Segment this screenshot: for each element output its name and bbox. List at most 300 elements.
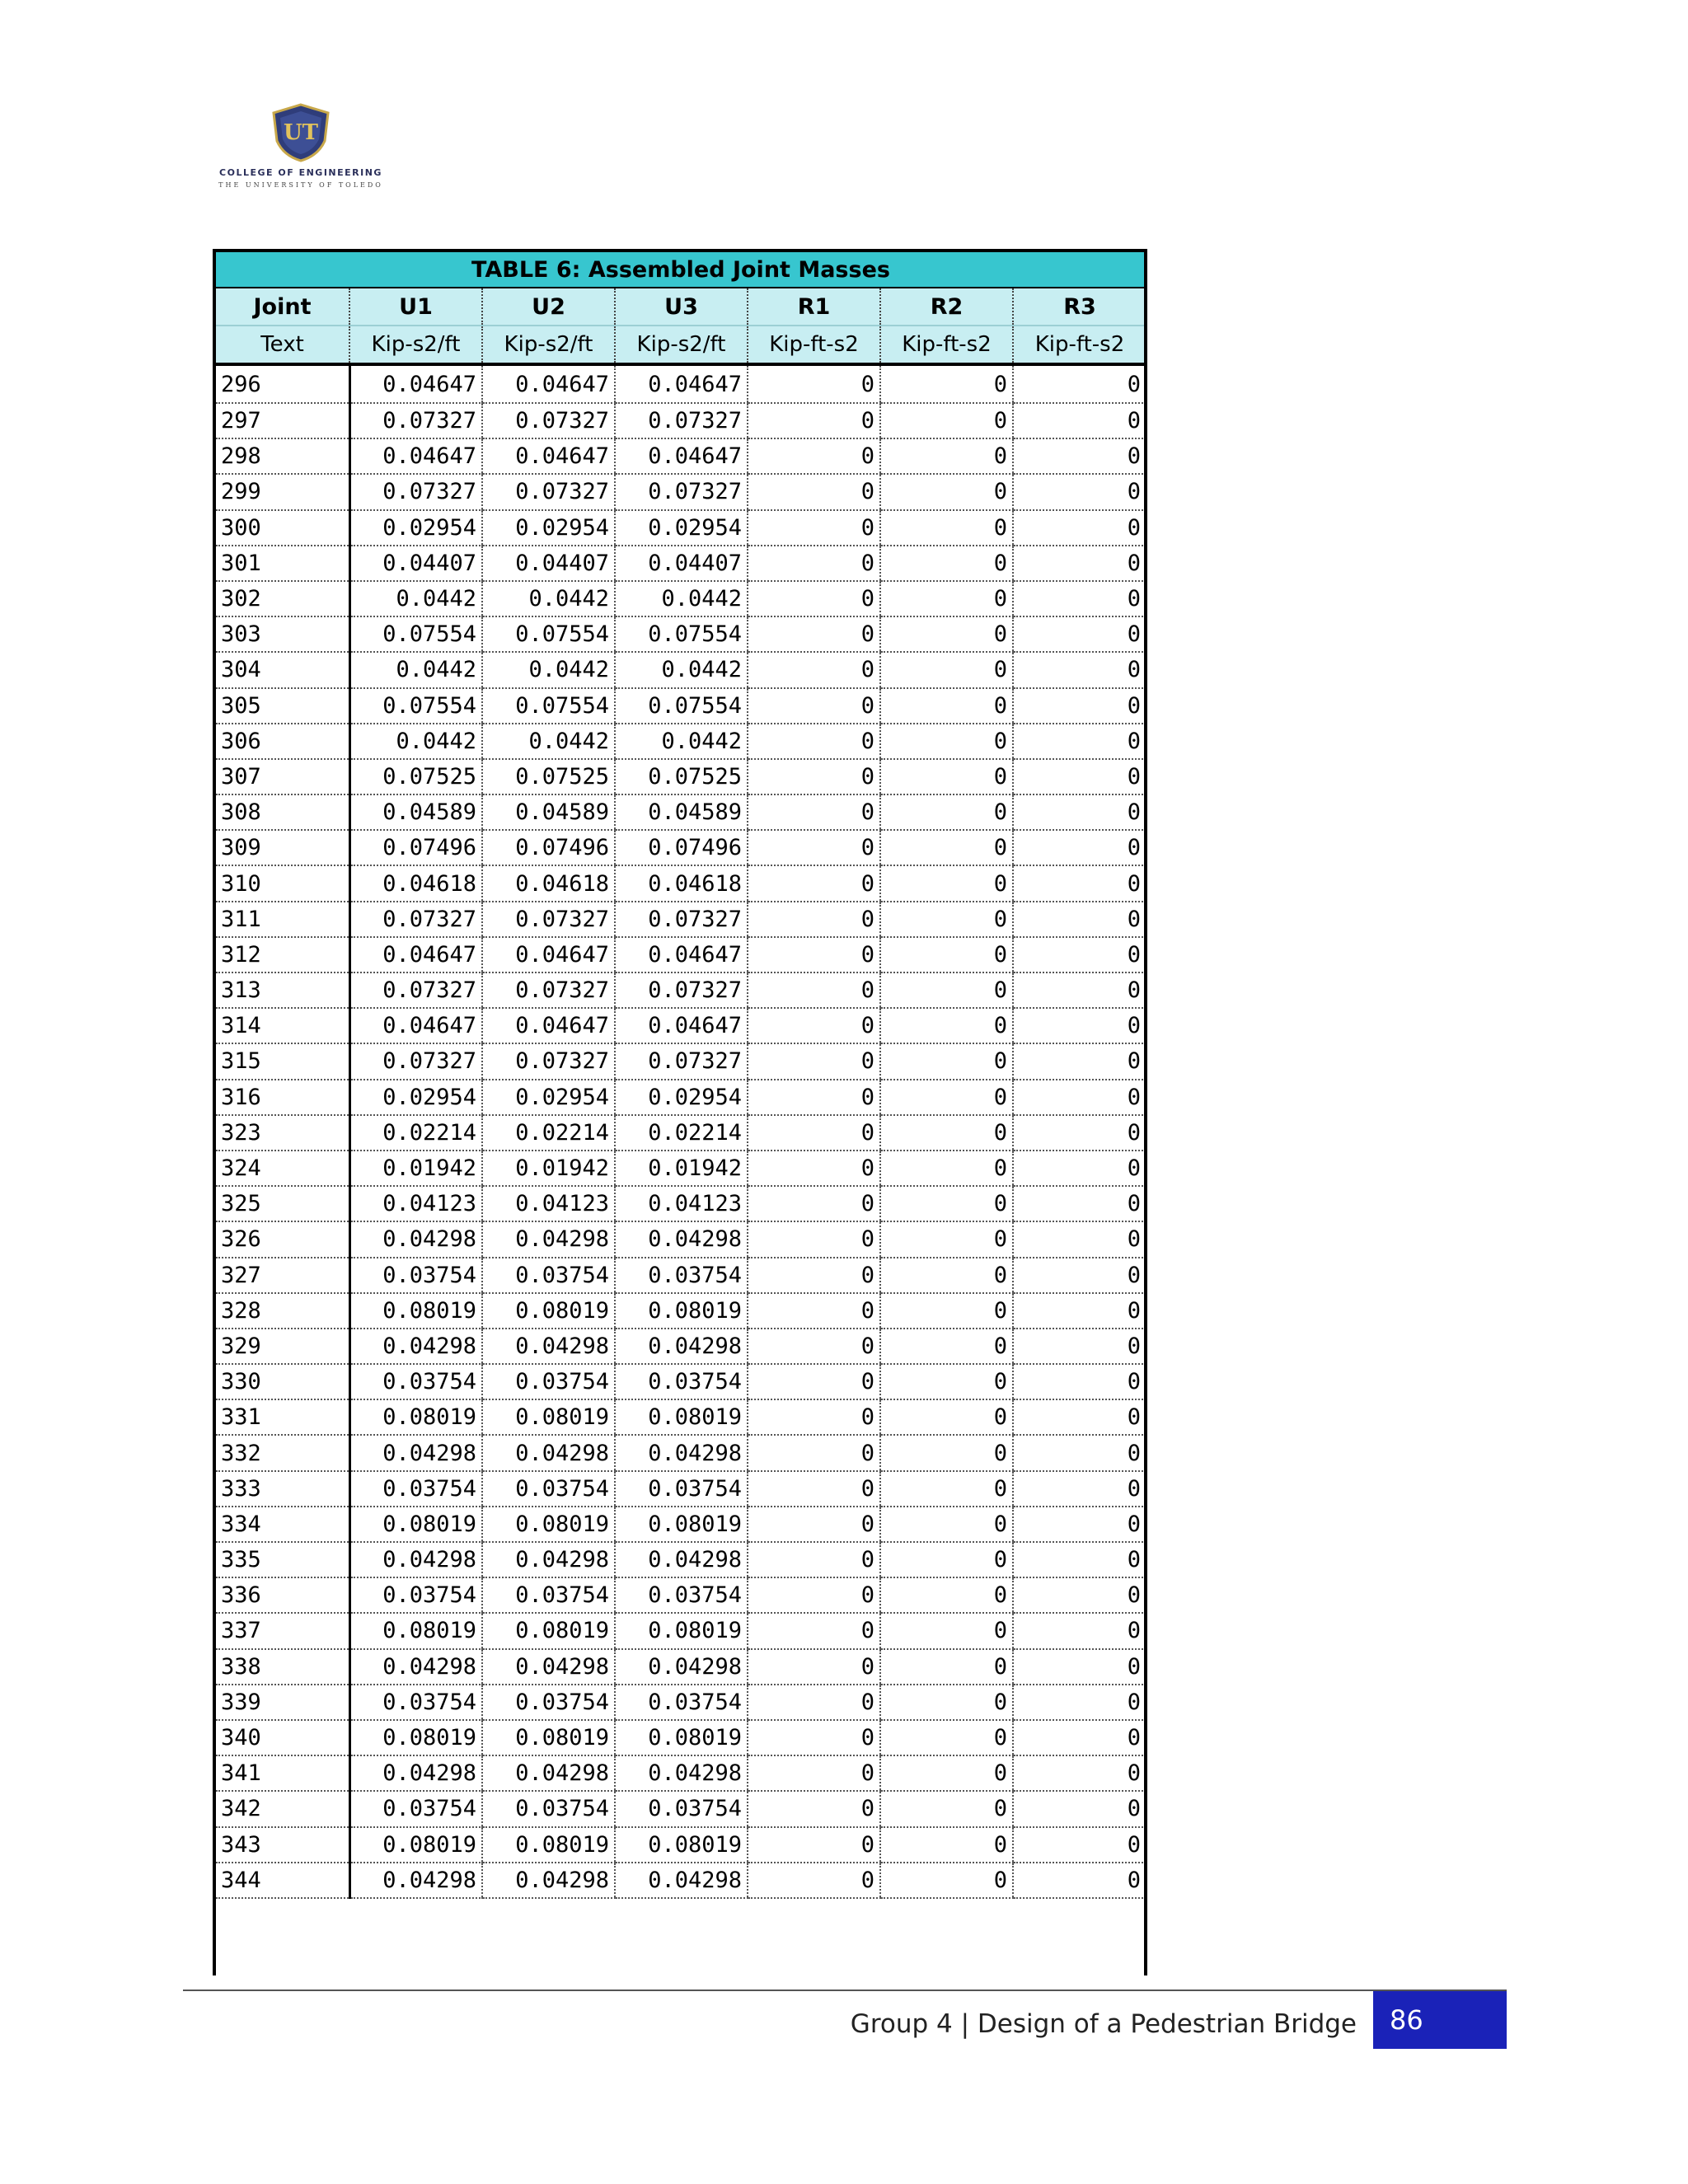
value-cell: 0 [880,510,1013,546]
joint-cell: 310 [216,865,349,901]
value-cell: 0.03754 [482,1577,615,1613]
shield-icon [270,103,331,162]
joint-cell: 335 [216,1542,349,1577]
value-cell: 0 [1013,1329,1146,1364]
units-row [216,326,1146,364]
value-cell: 0.07496 [482,830,615,865]
value-cell: 0.04298 [615,1863,748,1898]
joint-cell: 299 [216,474,349,509]
value-cell: 0 [880,1577,1013,1613]
value-cell: 0.02954 [349,1080,482,1115]
value-cell: 0.07327 [482,403,615,438]
column-header: U3 [615,288,748,326]
value-cell: 0 [880,759,1013,794]
value-cell: 0 [1013,364,1146,403]
value-cell: 0.04123 [482,1186,615,1221]
value-cell: 0.04589 [482,794,615,830]
value-cell: 0 [748,474,880,509]
table-row [216,1791,1146,1826]
joint-cell: 298 [216,438,349,474]
value-cell: 0.04618 [615,865,748,901]
table-row [216,688,1146,724]
joint-cell: 334 [216,1507,349,1542]
value-cell: 0 [748,581,880,616]
college-logo [206,103,396,194]
value-cell: 0 [880,724,1013,759]
table-row [216,1685,1146,1720]
value-cell: 0 [748,1258,880,1293]
value-cell: 0 [880,1151,1013,1186]
value-cell: 0 [1013,688,1146,724]
joint-cell: 309 [216,830,349,865]
value-cell: 0.08019 [349,1507,482,1542]
value-cell: 0.08019 [349,1613,482,1648]
table-row [216,1755,1146,1791]
value-cell: 0.0442 [615,652,748,687]
value-cell: 0.02214 [615,1115,748,1151]
value-cell: 0 [748,1649,880,1685]
value-cell: 0.02954 [482,510,615,546]
value-cell: 0 [1013,474,1146,509]
value-cell: 0 [880,1542,1013,1577]
value-cell: 0.01942 [615,1151,748,1186]
value-cell: 0.08019 [615,1827,748,1863]
joint-cell: 325 [216,1186,349,1221]
value-cell: 0 [1013,1791,1146,1826]
table-row [216,1435,1146,1470]
value-cell: 0.03754 [615,1791,748,1826]
value-cell: 0 [748,1863,880,1898]
value-cell: 0 [1013,1471,1146,1507]
value-cell: 0 [880,546,1013,581]
table-row [216,510,1146,546]
page-number: 86 [1373,1991,1507,2049]
value-cell: 0.04407 [349,546,482,581]
value-cell: 0 [748,794,880,830]
table-row [216,1221,1146,1257]
value-cell: 0.07327 [482,902,615,937]
value-cell: 0 [748,1008,880,1043]
value-cell: 0.0442 [615,724,748,759]
value-cell: 0 [748,616,880,652]
value-cell: 0.03754 [482,1685,615,1720]
value-cell: 0 [748,1577,880,1613]
value-cell: 0.01942 [349,1151,482,1186]
value-cell: 0 [880,1720,1013,1755]
column-unit: Kip-s2/ft [482,326,615,364]
value-cell: 0 [1013,1008,1146,1043]
table-row [216,1258,1146,1293]
value-cell: 0 [1013,510,1146,546]
value-cell: 0 [748,1471,880,1507]
value-cell: 0.07327 [482,1043,615,1079]
value-cell: 0 [1013,581,1146,616]
value-cell: 0.03754 [482,1791,615,1826]
value-cell: 0.04618 [349,865,482,901]
value-cell: 0.08019 [482,1613,615,1648]
college-name: COLLEGE OF ENGINEERING [219,167,382,178]
value-cell: 0 [1013,1186,1146,1221]
value-cell: 0 [880,1685,1013,1720]
value-cell: 0.04647 [482,364,615,403]
value-cell: 0 [880,474,1013,509]
joint-cell: 311 [216,902,349,937]
value-cell: 0 [880,1471,1013,1507]
value-cell: 0 [748,1080,880,1115]
value-cell: 0.04298 [349,1435,482,1470]
table-row [216,1399,1146,1435]
value-cell: 0 [748,510,880,546]
value-cell: 0 [880,1791,1013,1826]
value-cell: 0.08019 [615,1293,748,1329]
value-cell: 0.08019 [349,1399,482,1435]
column-header: Joint [216,288,349,326]
joint-cell: 332 [216,1435,349,1470]
table-row [216,1471,1146,1507]
value-cell: 0.08019 [482,1827,615,1863]
column-header: U2 [482,288,615,326]
value-cell: 0.04407 [615,546,748,581]
value-cell: 0.0442 [482,652,615,687]
table-body [216,364,1146,1898]
value-cell: 0 [748,546,880,581]
table-row [216,1329,1146,1364]
value-cell: 0 [748,1542,880,1577]
value-cell: 0.07554 [615,616,748,652]
footer-divider [183,1990,1507,1991]
value-cell: 0 [748,865,880,901]
value-cell: 0.08019 [482,1399,615,1435]
table-row [216,1613,1146,1648]
value-cell: 0 [1013,1755,1146,1791]
joint-cell: 341 [216,1755,349,1791]
value-cell: 0 [748,438,880,474]
value-cell: 0 [748,1043,880,1079]
value-cell: 0.08019 [615,1720,748,1755]
value-cell: 0 [1013,830,1146,865]
value-cell: 0.04647 [482,438,615,474]
value-cell: 0 [1013,1827,1146,1863]
table-row [216,1115,1146,1151]
value-cell: 0.04647 [482,1008,615,1043]
value-cell: 0 [880,794,1013,830]
value-cell: 0.03754 [349,1577,482,1613]
table-row [216,972,1146,1008]
value-cell: 0 [880,616,1013,652]
value-cell: 0 [1013,724,1146,759]
value-cell: 0.04298 [349,1863,482,1898]
value-cell: 0.03754 [349,1258,482,1293]
value-cell: 0.04298 [482,1542,615,1577]
joint-cell: 326 [216,1221,349,1257]
joint-cell: 339 [216,1685,349,1720]
value-cell: 0.0442 [615,581,748,616]
table-row [216,1863,1146,1898]
value-cell: 0 [880,830,1013,865]
value-cell: 0 [880,1115,1013,1151]
table-row [216,438,1146,474]
joint-cell: 342 [216,1791,349,1826]
value-cell: 0 [880,1863,1013,1898]
value-cell: 0 [880,1186,1013,1221]
column-unit: Kip-s2/ft [615,326,748,364]
table-row [216,1364,1146,1399]
value-cell: 0 [748,1293,880,1329]
value-cell: 0 [880,1221,1013,1257]
joint-cell: 296 [216,364,349,403]
value-cell: 0.08019 [615,1613,748,1648]
value-cell: 0.02954 [349,510,482,546]
joint-cell: 324 [216,1151,349,1186]
value-cell: 0.07327 [349,972,482,1008]
value-cell: 0 [1013,1399,1146,1435]
value-cell: 0.03754 [349,1471,482,1507]
value-cell: 0 [1013,1613,1146,1648]
logo-mark: UT [283,120,319,145]
value-cell: 0 [880,1080,1013,1115]
value-cell: 0.07554 [482,616,615,652]
value-cell: 0.04407 [482,546,615,581]
value-cell: 0.03754 [482,1471,615,1507]
value-cell: 0.04298 [349,1649,482,1685]
value-cell: 0.0442 [349,581,482,616]
value-cell: 0.04647 [615,438,748,474]
value-cell: 0 [880,652,1013,687]
value-cell: 0.07496 [349,830,482,865]
column-header: R1 [748,288,880,326]
table-row [216,1542,1146,1577]
value-cell: 0.03754 [482,1364,615,1399]
value-cell: 0 [1013,794,1146,830]
value-cell: 0.07327 [615,1043,748,1079]
value-cell: 0.04618 [482,865,615,901]
value-cell: 0 [1013,1542,1146,1577]
value-cell: 0 [880,1293,1013,1329]
value-cell: 0 [1013,972,1146,1008]
joint-cell: 300 [216,510,349,546]
value-cell: 0.03754 [615,1577,748,1613]
value-cell: 0 [748,1115,880,1151]
value-cell: 0.04298 [482,1863,615,1898]
value-cell: 0 [880,1329,1013,1364]
value-cell: 0.03754 [615,1685,748,1720]
joint-cell: 314 [216,1008,349,1043]
value-cell: 0 [748,937,880,972]
value-cell: 0.02954 [482,1080,615,1115]
joint-cell: 336 [216,1577,349,1613]
value-cell: 0.03754 [615,1471,748,1507]
value-cell: 0.04298 [615,1329,748,1364]
column-header: U1 [349,288,482,326]
joint-cell: 328 [216,1293,349,1329]
value-cell: 0 [748,1755,880,1791]
table-row [216,652,1146,687]
table-row [216,1577,1146,1613]
joint-cell: 302 [216,581,349,616]
value-cell: 0.04647 [349,937,482,972]
table-row [216,403,1146,438]
value-cell: 0.01942 [482,1151,615,1186]
value-cell: 0 [1013,759,1146,794]
value-cell: 0.03754 [482,1258,615,1293]
value-cell: 0 [880,1399,1013,1435]
value-cell: 0 [1013,1720,1146,1755]
value-cell: 0.07554 [482,688,615,724]
value-cell: 0.04298 [615,1221,748,1257]
joint-cell: 329 [216,1329,349,1364]
value-cell: 0 [748,1827,880,1863]
value-cell: 0.04298 [482,1755,615,1791]
value-cell: 0 [748,1364,880,1399]
value-cell: 0.04298 [615,1435,748,1470]
value-cell: 0 [1013,1649,1146,1685]
value-cell: 0 [1013,1080,1146,1115]
value-cell: 0 [1013,1043,1146,1079]
value-cell: 0 [1013,1577,1146,1613]
value-cell: 0 [880,581,1013,616]
value-cell: 0 [1013,1115,1146,1151]
value-cell: 0.02954 [615,1080,748,1115]
value-cell: 0.04298 [349,1755,482,1791]
value-cell: 0.07327 [349,902,482,937]
value-cell: 0.04647 [615,937,748,972]
value-cell: 0 [1013,1293,1146,1329]
value-cell: 0 [748,1151,880,1186]
value-cell: 0 [748,688,880,724]
value-cell: 0.07525 [615,759,748,794]
value-cell: 0.08019 [615,1507,748,1542]
value-cell: 0.04298 [482,1435,615,1470]
value-cell: 0 [1013,403,1146,438]
joint-cell: 337 [216,1613,349,1648]
table-row [216,1827,1146,1863]
value-cell: 0.03754 [349,1791,482,1826]
table-row [216,1720,1146,1755]
value-cell: 0 [1013,937,1146,972]
value-cell: 0.04298 [615,1755,748,1791]
value-cell: 0 [880,902,1013,937]
joint-cell: 308 [216,794,349,830]
value-cell: 0 [1013,1151,1146,1186]
table-row [216,794,1146,830]
value-cell: 0.03754 [349,1685,482,1720]
value-cell: 0.07554 [349,688,482,724]
value-cell: 0.07327 [615,403,748,438]
value-cell: 0 [748,1435,880,1470]
value-cell: 0.03754 [615,1258,748,1293]
value-cell: 0 [880,865,1013,901]
table-title: TABLE 6: Assembled Joint Masses [216,252,1146,288]
joint-cell: 313 [216,972,349,1008]
value-cell: 0 [1013,902,1146,937]
table-row [216,1649,1146,1685]
value-cell: 0 [880,1364,1013,1399]
value-cell: 0.04298 [482,1649,615,1685]
value-cell: 0 [1013,865,1146,901]
value-cell: 0 [880,364,1013,403]
value-cell: 0.07554 [349,616,482,652]
table-row [216,581,1146,616]
value-cell: 0.07327 [615,902,748,937]
value-cell: 0.08019 [349,1293,482,1329]
value-cell: 0 [1013,1364,1146,1399]
value-cell: 0 [748,1221,880,1257]
value-cell: 0.08019 [482,1293,615,1329]
value-cell: 0.04298 [615,1542,748,1577]
value-cell: 0.0442 [482,581,615,616]
value-cell: 0.04647 [349,1008,482,1043]
table-row [216,546,1146,581]
table-row [216,1507,1146,1542]
footer-title: Group 4 | Design of a Pedestrian Bridge [850,2009,1357,2039]
value-cell: 0.04589 [349,794,482,830]
value-cell: 0 [748,902,880,937]
value-cell: 0.07327 [615,972,748,1008]
value-cell: 0 [880,403,1013,438]
value-cell: 0 [748,1186,880,1221]
value-cell: 0 [880,1008,1013,1043]
value-cell: 0.04298 [615,1649,748,1685]
value-cell: 0.07554 [615,688,748,724]
value-cell: 0.04123 [349,1186,482,1221]
value-cell: 0.04647 [349,438,482,474]
value-cell: 0 [1013,616,1146,652]
value-cell: 0 [748,1791,880,1826]
value-cell: 0.07525 [482,759,615,794]
joint-cell: 315 [216,1043,349,1079]
value-cell: 0 [748,652,880,687]
table-row [216,364,1146,403]
value-cell: 0 [748,759,880,794]
value-cell: 0 [1013,1258,1146,1293]
table-row [216,1043,1146,1079]
joint-cell: 301 [216,546,349,581]
value-cell: 0.04298 [482,1221,615,1257]
value-cell: 0.02214 [349,1115,482,1151]
value-cell: 0 [748,1507,880,1542]
value-cell: 0 [748,724,880,759]
joint-cell: 304 [216,652,349,687]
value-cell: 0.08019 [482,1507,615,1542]
value-cell: 0 [880,937,1013,972]
value-cell: 0.07327 [349,1043,482,1079]
value-cell: 0 [748,830,880,865]
table-row [216,830,1146,865]
value-cell: 0.03754 [615,1364,748,1399]
value-cell: 0.04298 [349,1542,482,1577]
column-unit: Kip-ft-s2 [1013,326,1146,364]
joint-cell: 316 [216,1080,349,1115]
value-cell: 0.04647 [615,364,748,403]
column-header: R3 [1013,288,1146,326]
value-cell: 0 [880,1435,1013,1470]
value-cell: 0 [880,1258,1013,1293]
value-cell: 0.08019 [615,1399,748,1435]
value-cell: 0 [1013,1435,1146,1470]
joint-cell: 340 [216,1720,349,1755]
joint-masses-table [213,249,1147,1975]
joint-cell: 303 [216,616,349,652]
value-cell: 0.07327 [349,474,482,509]
value-cell: 0.02954 [615,510,748,546]
joint-cell: 323 [216,1115,349,1151]
value-cell: 0 [748,403,880,438]
value-cell: 0 [1013,1221,1146,1257]
table-row [216,474,1146,509]
value-cell: 0.03754 [349,1364,482,1399]
value-cell: 0.08019 [349,1827,482,1863]
table-row [216,1008,1146,1043]
